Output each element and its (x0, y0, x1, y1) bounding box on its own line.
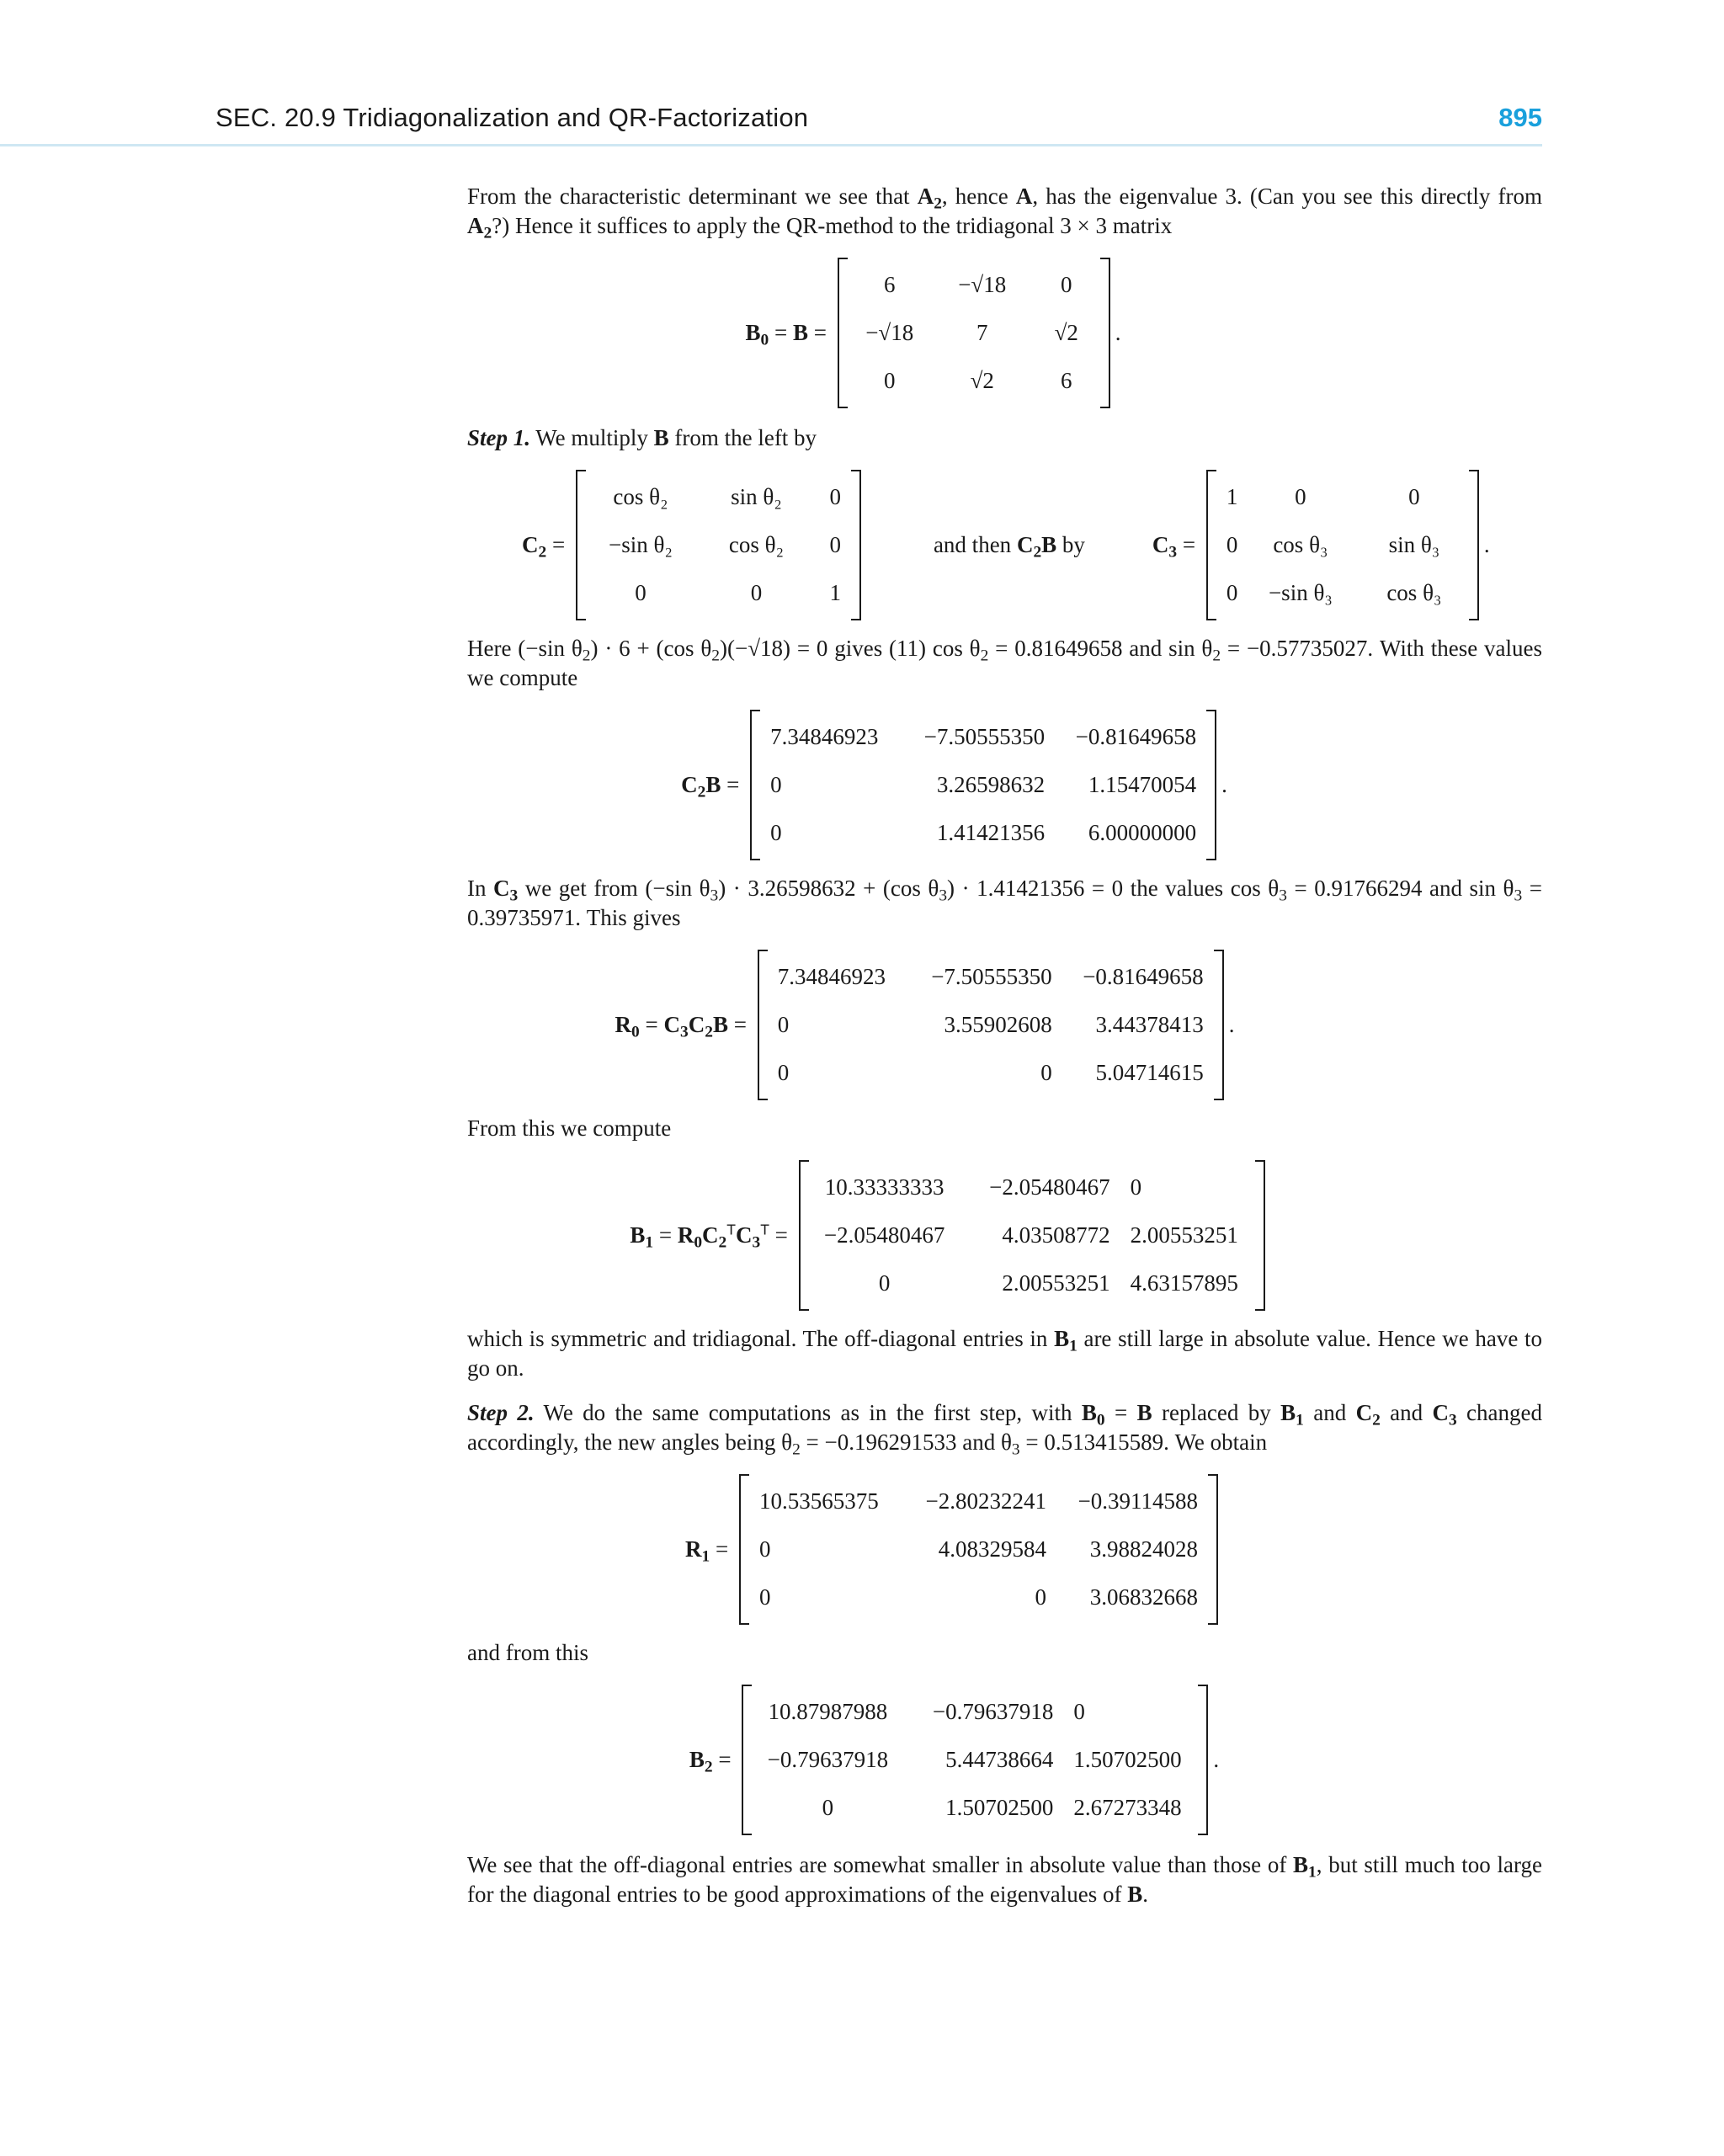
equation-c2-c3: $C_2$ = cos θ₂ sin θ₂ 0 −sin θ₂ cos θ₂ 0 0 0 1 and then $C_2B$ by $C_3$ = 1 0 0 0 cos θ₃ sin θ₃ 0 −sin θ₃ cos θ₃ . (522, 470, 1542, 620)
matrix-cell: 6.00000000 (1088, 820, 1197, 845)
paragraph-from-this: From this we compute (467, 1115, 672, 1141)
matrix-cell: −sin θ₂ (609, 532, 673, 557)
page-header (0, 99, 1542, 146)
matrix-cell: cos θ₃ (1273, 532, 1328, 557)
matrix-cell: 1.50702500 (1073, 1747, 1182, 1772)
matrix-cell: −0.81649658 (1083, 964, 1204, 989)
matrix-cell: 5.44738664 (945, 1747, 1054, 1772)
matrix-cell: 0 (1226, 532, 1238, 557)
matrix-cell: 0 (822, 1795, 834, 1820)
matrix-cell: 0 (1226, 580, 1238, 605)
matrix-r0 (758, 950, 1224, 1100)
equation-r0: $R_0 = C_3C_2B$ = 7.34846923 −7.50555350 −0.81649658 0 3.55902608 3.44378413 0 0 5.04714615 . (307, 950, 1542, 1100)
matrix-b0 (838, 258, 1110, 408)
matrix-cell: 0 (758, 1536, 771, 1562)
matrix-c2 (576, 470, 861, 620)
matrix-cell: 0 (829, 532, 841, 557)
matrix-cell: 0 (750, 580, 763, 605)
matrix-cell: 7 (976, 320, 988, 345)
matrix-cell: 1.41421356 (936, 820, 1046, 845)
page-number: 895 (1498, 103, 1542, 132)
matrix-cell: cos θ₂ (613, 484, 668, 509)
paragraph-symmetric: which is symmetric and tridiagonal. The off-diagonal entries in $B_1$ are still large in absolute value. Hence we have to go on. (467, 1326, 1542, 1381)
matrix-cell: 1 (1226, 484, 1238, 509)
equation-b1: $B_1 = R_0C_2^TC_3^T$ = 10.33333333 −2.05480467 0 −2.05480467 4.03508772 2.00553251 0 2.00553251 4.63157895 (358, 1160, 1542, 1311)
matrix-cell: 0 (1060, 272, 1072, 297)
page-content (467, 182, 1542, 1909)
matrix-cell: 10.53565375 (758, 1488, 879, 1514)
matrix-cell: √2 (970, 368, 994, 393)
matrix-cell: 10.33333333 (824, 1174, 944, 1200)
matrix-cell: cos θ₂ (728, 532, 784, 557)
matrix-cell: 10.87987988 (768, 1699, 888, 1724)
matrix-cell: 6 (1060, 368, 1072, 393)
matrix-cell: 3.06832668 (1089, 1584, 1198, 1610)
matrix-b1 (799, 1160, 1265, 1311)
paragraph-final: We see that the off-diagonal entries are somewhat smaller in absolute value than those of $B_1$, but still much too large for the diagonal entries to be good approximations of the eigenvalues of B. (467, 1852, 1542, 1907)
matrix-cell: 0 (1035, 1584, 1046, 1610)
matrix-cell: 0 (829, 484, 841, 509)
matrix-cell: 1 (829, 580, 841, 605)
matrix-cell: −0.79637918 (767, 1747, 889, 1772)
matrix-cell: 0 (777, 1060, 790, 1085)
matrix-cell: 0 (1130, 1174, 1142, 1200)
matrix-cell: cos θ₃ (1386, 580, 1442, 605)
matrix-cell: 2.67273348 (1073, 1795, 1182, 1820)
matrix-r1 (739, 1474, 1218, 1625)
matrix-cell: −sin θ₃ (1268, 580, 1333, 605)
matrix-cell: 4.08329584 (938, 1536, 1046, 1562)
paragraph-step2: Step 2. We do the same computations as in the first step, with $B_0 = B$ replaced by $B_1$ and $C_2$ and $C_3$ changed accordingly, the new angles being $\theta_2 = -0.196291533$ and $\theta_3 = 0.513415589$. We obtain (467, 1400, 1543, 1459)
matrix-cell: 0 (635, 580, 646, 605)
matrix-cell: 4.03508772 (1002, 1222, 1110, 1248)
matrix-cell: 6 (883, 272, 896, 297)
paragraph-and-from-this: and from this (467, 1640, 588, 1665)
matrix-cell: −0.81649658 (1075, 724, 1197, 749)
equation-r1: $R_1$ = 10.53565375 −2.80232241 −0.39114588 0 4.08329584 3.98824028 0 0 3.06832668 (366, 1474, 1542, 1625)
paragraph-intro: From the characteristic determinant we see that $A_2$, hence A, has the eigenvalue 3. (Can you see this directly from $A_2$?) Hence it suffices to apply the QR-method to the tridiagonal 3 × 3 matrix (467, 184, 1542, 242)
matrix-cell: sin θ₂ (731, 484, 782, 509)
matrix-cell: −√18 (958, 272, 1007, 297)
matrix-c3 (1206, 470, 1479, 620)
matrix-cell: 3.55902608 (944, 1012, 1052, 1037)
matrix-cell: 7.34846923 (770, 724, 879, 749)
matrix-cell: −0.39114588 (1078, 1488, 1198, 1514)
paragraph-in-c3: In $C_3$ we get from (−sin $\theta_3) \cdot 3.26598632 + (\cos$ $\theta_3) \cdot 1.41421356 = 0$ the values $\cos \theta_3 = 0.91766294$ and $\sin \theta_3 = 0.39735971$. This gives (467, 876, 1542, 930)
matrix-cell: −7.50555350 (923, 724, 1046, 749)
matrix-cell: 5.04714615 (1095, 1060, 1204, 1085)
matrix-cell: 2.00553251 (1002, 1270, 1110, 1296)
matrix-cell: 3.26598632 (936, 772, 1046, 797)
equation-c2b: $C_2B$ = 7.34846923 −7.50555350 −0.81649658 0 3.26598632 1.15470054 0 1.41421356 6.00000000 . (366, 710, 1542, 860)
matrix-cell: 1.50702500 (945, 1795, 1054, 1820)
matrix-cell: 7.34846923 (777, 964, 886, 989)
equation-b2: $B_2$ = 10.87987988 −0.79637918 0 −0.79637918 5.44738664 1.50702500 0 1.50702500 2.67273348 . (366, 1685, 1542, 1835)
matrix-cell: −√18 (865, 320, 914, 345)
paragraph-here: Here (−sin $\theta_2) \cdot 6 + (\cos$ $\theta_2)(-√18) = 0$ gives (11) $\cos \theta_2 = 0.81649658$ and $\sin \theta_2 = -0.57735027$. With these values we compute (467, 636, 1543, 690)
matrix-cell: 0 (770, 820, 782, 845)
matrix-cell: 0 (758, 1584, 771, 1610)
matrix-cell: −0.79637918 (932, 1699, 1054, 1724)
matrix-cell: 0 (878, 1270, 891, 1296)
matrix-cell: 0 (883, 368, 896, 393)
matrix-cell: −2.80232241 (925, 1488, 1046, 1514)
matrix-cell: √2 (1054, 320, 1078, 345)
matrix-cell: sin θ₃ (1388, 532, 1440, 557)
matrix-cell: 0 (1408, 484, 1420, 509)
running-head: SEC. 20.9 Tridiagonalization and QR-Factorization (216, 103, 809, 132)
matrix-cell: 4.63157895 (1130, 1270, 1238, 1296)
matrix-cell: −2.05480467 (989, 1174, 1110, 1200)
matrix-cell: 0 (770, 772, 782, 797)
matrix-cell: 3.98824028 (1089, 1536, 1198, 1562)
matrix-c2b (750, 710, 1216, 860)
matrix-cell: 0 (1073, 1699, 1085, 1724)
matrix-cell: 0 (1040, 1060, 1052, 1085)
matrix-cell: 1.15470054 (1088, 772, 1197, 797)
matrix-cell: 0 (1295, 484, 1306, 509)
matrix-cell: −7.50555350 (931, 964, 1052, 989)
equation-b0: $B_0 = B$ = 6 −√18 0 −√18 7 √2 0 √2 6 . (324, 258, 1542, 408)
matrix-b2 (742, 1685, 1208, 1835)
paragraph-step1: Step 1. We multiply B from the left by (467, 425, 817, 450)
matrix-cell: −2.05480467 (823, 1222, 945, 1248)
matrix-cell: 0 (777, 1012, 790, 1037)
matrix-cell: 2.00553251 (1130, 1222, 1238, 1248)
matrix-cell: 3.44378413 (1095, 1012, 1204, 1037)
